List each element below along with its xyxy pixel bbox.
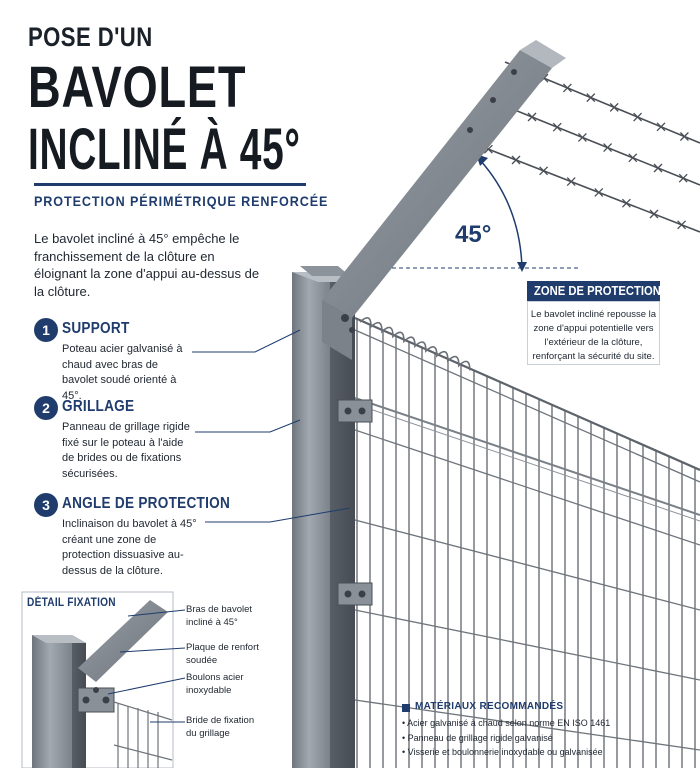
materials-marker — [402, 704, 410, 712]
list-item: • Panneau de grillage rigide galvanisé — [402, 731, 698, 746]
page-subtitle: PROTECTION PÉRIMÉTRIQUE RENFORCÉE — [34, 193, 329, 209]
detail-label-arm: Bras de bavolet incliné à 45° — [186, 604, 253, 628]
intro-text: Le bavolet incliné à 45° empêche le franchissement de la clôture en éloignant la zone d'appui au-dessus de la clôture. — [34, 231, 260, 299]
section-body-support: Poteau acier galvanisé à chaud avec bras de bavolet soudé orienté à 45°. — [62, 343, 183, 402]
section-title-grillage: GRILLAGE — [62, 398, 135, 415]
list-item: • Acier galvanisé à chaud selon norme EN ISO 1461 — [402, 716, 698, 731]
title-divider — [34, 183, 306, 186]
section-title-angle: ANGLE DE PROTECTION — [62, 495, 231, 512]
section-body-grillage: Panneau de grillage rigide fixé sur le poteau à l'aide de brides ou de fixations sécurisées. — [62, 421, 190, 480]
detail-label-bolts: Boulons acier inoxydable — [186, 672, 244, 696]
detail-box — [22, 592, 185, 768]
angle-label: 45° — [455, 221, 492, 248]
materials-list — [402, 716, 698, 760]
detail-label-plate: Plaque de renfort soudée — [186, 642, 259, 666]
title-kicker: POSE D'UN — [28, 22, 153, 52]
section-number-2: 2 — [34, 396, 58, 420]
section-number-3: 3 — [34, 493, 58, 517]
page-title: BAVOLET — [28, 55, 247, 120]
section-title-support: SUPPORT — [62, 320, 130, 337]
zone-title: ZONE DE PROTECTION — [527, 281, 660, 301]
list-item: • Visserie et boulonnerie inoxydable ou galvanisée — [402, 745, 698, 760]
zone-body: Le bavolet incliné repousse la zone d'appui potentielle vers l'extérieur de la clôture, renforçant la sécurité du site. — [527, 301, 660, 365]
detail-label-clamp: Bride de fixation du grillage — [186, 715, 255, 739]
page-title-line2: INCLINÉ À 45° — [28, 117, 301, 182]
detail-title: DÉTAIL FIXATION — [27, 597, 116, 609]
materials-title: MATÉRIAUX RECOMMANDÉS — [415, 701, 564, 712]
section-body-angle: Inclinaison du bavolet à 45° créant une zone de protection dissuasive au-dessus de la clôture. — [62, 518, 197, 577]
section-number-1: 1 — [34, 318, 58, 342]
